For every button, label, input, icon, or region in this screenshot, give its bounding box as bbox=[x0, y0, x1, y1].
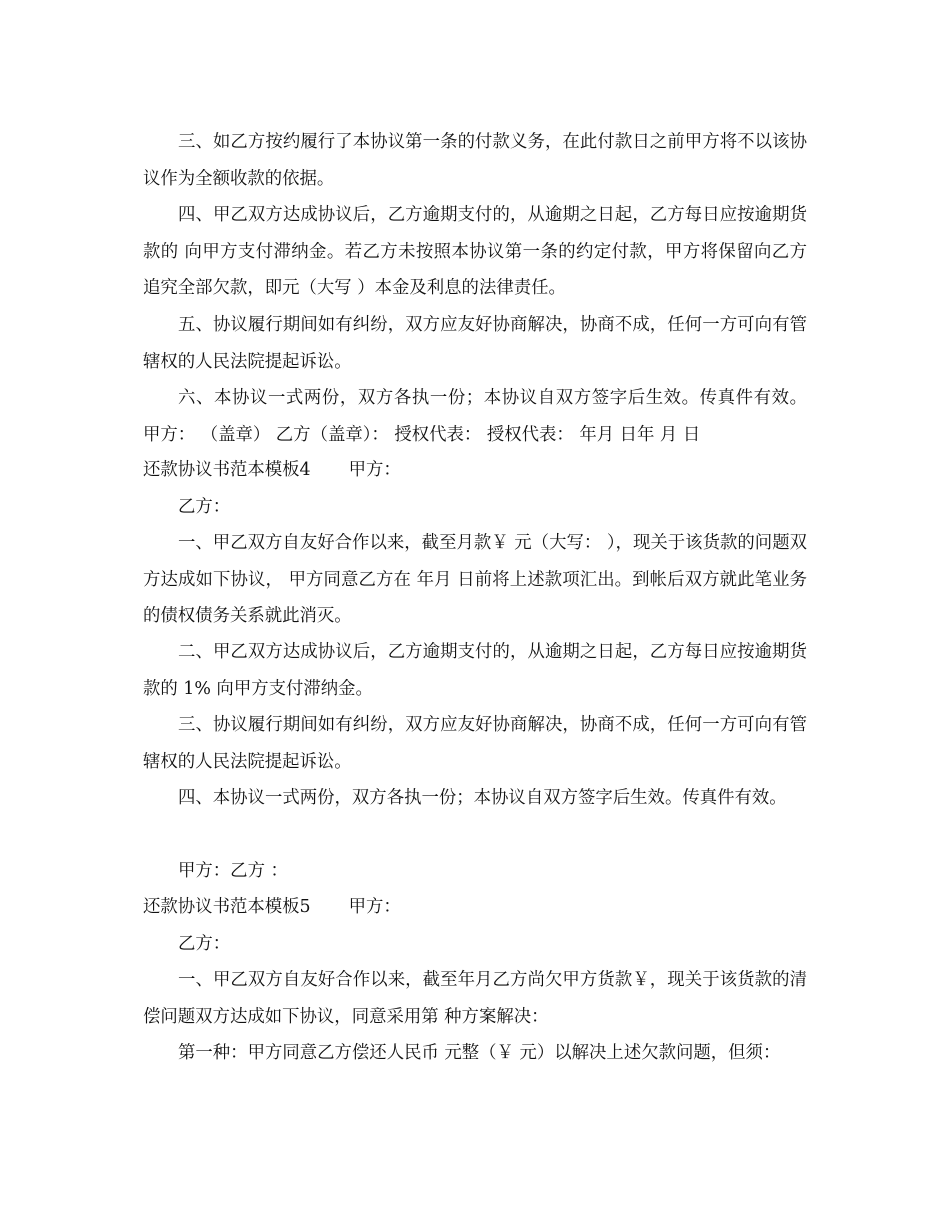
template4-heading-line bbox=[143, 452, 401, 489]
template4-party-a: 甲方： bbox=[348, 460, 401, 480]
template4-title: 还款协议书范本模板4 bbox=[143, 460, 311, 480]
template4-clause-1: 一、甲乙双方自友好合作以来，截至月款￥ 元（大写： ），现关于该货款的问题双方达成如下协议， 甲方同意乙方在 年月 日前将上述款项汇出。到帐后双方就此笔业务的债权债务关系就此消灭。 bbox=[143, 533, 807, 626]
paragraph-clause-4: 四、甲乙双方达成协议后，乙方逾期支付的，从逾期之日起，乙方每日应按逾期货款的 向甲方支付滞纳金。若乙方未按照本协议第一条的约定付款，甲方将保留向乙方追究全部欠款，即元（大写 ）本金及利息的法律责任。 bbox=[143, 205, 807, 298]
template5-party-b: 乙方： bbox=[178, 934, 231, 954]
template5-heading-line bbox=[143, 889, 401, 926]
template4-clause-3: 三、协议履行期间如有纠纷，双方应友好协商解决，协商不成，任何一方可向有管辖权的人民法院提起诉讼。 bbox=[143, 715, 807, 772]
template4-signature: 甲方：乙方 ： bbox=[178, 861, 288, 881]
template4-clause-4: 四、本协议一式两份，双方各执一份；本协议自双方签字后生效。传真件有效。 bbox=[178, 788, 787, 808]
template4-clause-2: 二、甲乙双方达成协议后，乙方逾期支付的，从逾期之日起，乙方每日应按逾期货款的 1% 向甲方支付滞纳金。 bbox=[143, 642, 807, 699]
paragraph-clause-5: 五、协议履行期间如有纠纷，双方应友好协商解决，协商不成，任何一方可向有管辖权的人民法院提起诉讼。 bbox=[143, 315, 807, 372]
paragraph-clause-3: 三、如乙方按约履行了本协议第一条的付款义务，在此付款日之前甲方将不以该协议作为全额收款的依据。 bbox=[143, 132, 807, 189]
template5-clause-1: 一、甲乙双方自友好合作以来，截至年月乙方尚欠甲方货款￥，现关于该货款的清偿问题双方达成如下协议，同意采用第 种方案解决： bbox=[143, 970, 807, 1027]
template5-title: 还款协议书范本模板5 bbox=[143, 897, 311, 917]
template5-clause-option-1: 第一种：甲方同意乙方偿还人民币 元整（￥ 元）以解决上述欠款问题，但须： bbox=[178, 1043, 781, 1063]
paragraph-clause-6: 六、本协议一式两份，双方各执一份；本协议自双方签字后生效。传真件有效。 甲方： （盖章） 乙方（盖章）： 授权代表： 授权代表： 年月 日年 月 日 bbox=[143, 388, 807, 445]
template5-party-a: 甲方： bbox=[348, 897, 401, 917]
template4-party-b: 乙方： bbox=[178, 497, 231, 517]
